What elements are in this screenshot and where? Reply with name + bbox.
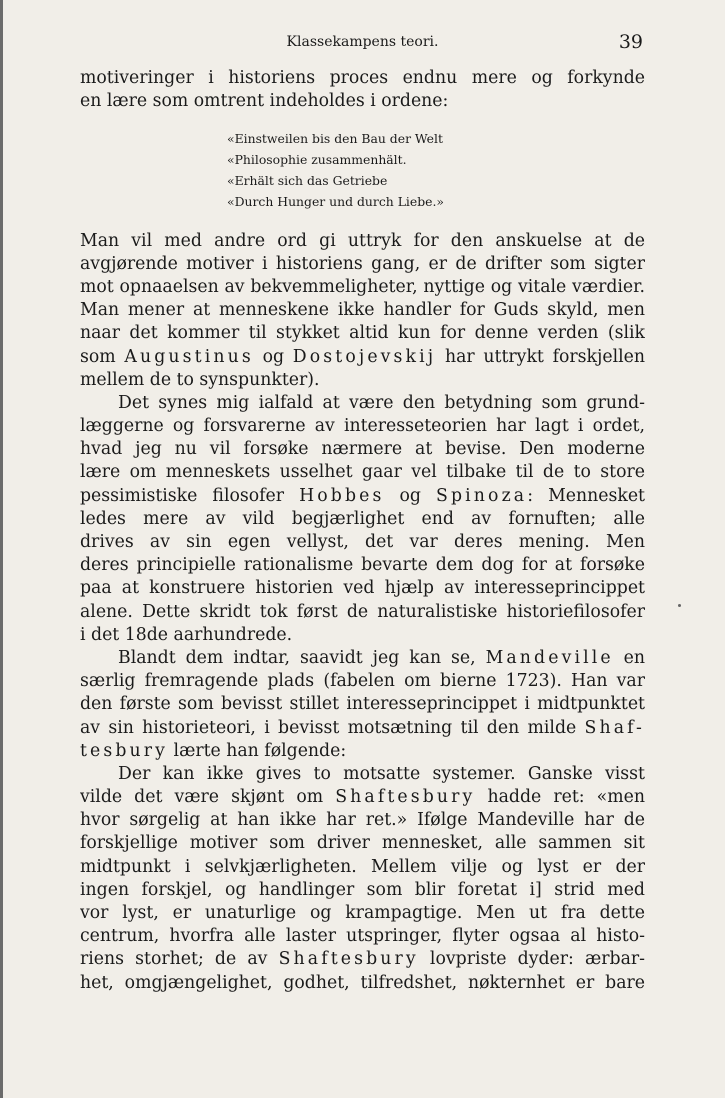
body-text xyxy=(80,67,645,995)
text-line: av sin historieteori, i bevisst motsætning til den milde Shaf- xyxy=(80,717,645,738)
text-line: avgjørende motiver i historiens gang, er de drifter som sigter xyxy=(80,253,645,274)
text-line: vilde det være skjønt om Shaftesbury hadde ret: «men xyxy=(80,787,645,808)
text-line: hvor sørgelig at han ikke har ret.» Ifølge Mandeville har de xyxy=(80,810,645,831)
spaced-name: Mandeville xyxy=(485,647,614,668)
paragraph-3 xyxy=(80,647,645,763)
text-line: drives av sin egen vellyst, det var deres mening. Men xyxy=(80,532,645,552)
text-line: læggerne og forsvarerne av interesseteorien har lagt i ordet, xyxy=(80,416,645,437)
page-number: 39 xyxy=(618,31,643,53)
text-line: den første som bevisst stillet interesseprincippet i midtpunktet xyxy=(80,694,645,715)
text-line: riens storhet; de av Shaftesbury lovpriste dyder: ærbar- xyxy=(80,949,645,970)
text-line: hvad jeg nu vil forsøke nærmere at bevise. Den moderne xyxy=(80,439,645,460)
text-line: pessimistiske filosofer Hobbes og Spinoza: Mennesket xyxy=(80,485,645,506)
text-line: naar det kommer til stykket altid kun for denne verden (slik xyxy=(80,323,645,344)
page-header xyxy=(80,32,645,56)
text-line: deres principielle rationalisme bevarte dem dog for at forsøke xyxy=(80,555,645,576)
text-line: en lære som omtrent indeholdes i ordene: xyxy=(80,91,449,112)
spaced-name: Augustinus xyxy=(124,346,254,367)
quote-line: «Durch Hunger und durch Liebe.» xyxy=(227,193,444,209)
text-line: paa at konstruere historien ved hjælp av interesseprincippet xyxy=(80,578,645,599)
paragraph-1 xyxy=(80,230,645,392)
text-line: het, omgjængelighet, godhet, tilfredshet, nøkternhet er bare xyxy=(80,972,645,993)
spaced-name: Dostojevskij xyxy=(292,346,437,367)
page-edge xyxy=(0,0,3,1098)
quote-line: «Erhält sich das Getriebe xyxy=(227,172,388,188)
margin-mark xyxy=(678,604,681,607)
text-line: alene. Dette skridt tok først de naturalistiske historiefilosofer xyxy=(80,601,645,622)
text-line: motiveringer i historiens proces endnu mere og forkynde xyxy=(80,68,645,88)
verse-quote xyxy=(227,129,645,212)
text-line: forskjellige motiver som driver mennesket, alle sammen sit xyxy=(80,833,645,854)
text-line: Der kan ikke gives to motsatte systemer. Ganske visst xyxy=(118,763,645,784)
quote-line: «Einstweilen bis den Bau der Welt xyxy=(227,131,443,147)
spaced-name: Spinoza xyxy=(436,485,528,506)
text-line: mellem de to synspunkter). xyxy=(80,369,320,390)
text-line: ledes mere av vild begjærlighet end av fornuften; alle xyxy=(80,508,645,529)
text-line: Det synes mig ialfald at være den betydning som grund- xyxy=(118,392,645,413)
text-line: Blandt dem indtar, saavidt jeg kan se, Mandeville en xyxy=(118,647,645,668)
text-line: særlig fremragende plads (fabelen om bierne 1723). Han var xyxy=(80,671,645,692)
spaced-name: Hobbes xyxy=(299,485,385,506)
paragraph-4 xyxy=(80,763,645,995)
text-line: lære om menneskets usselhet gaar vel tilbake til de to store xyxy=(80,462,645,483)
spaced-name: Shaf- xyxy=(584,717,645,738)
text-line: centrum, hvorfra alle laster utspringer, flyter ogsaa al histo- xyxy=(80,926,645,947)
text-line: midtpunkt i selvkjærligheten. Mellem vilje og lyst er der xyxy=(80,856,645,877)
text-line: i det 18de aarhundrede. xyxy=(80,624,293,645)
text-line: som Augustinus og Dostojevskij har uttrykt forskjellen xyxy=(80,346,645,367)
quote-line: «Philosophie zusammenhält. xyxy=(227,152,407,168)
paragraph-2 xyxy=(80,392,645,647)
spaced-name: Shaftesbury xyxy=(335,787,476,808)
running-title: Klassekampens teori. xyxy=(286,34,439,50)
text-line: ingen forskjel, og handlinger som blir foretat i] strid med xyxy=(80,879,645,900)
text-line: Man vil med andre ord gi uttryk for den anskuelse at de xyxy=(80,230,645,251)
text-line: mot opnaaelsen av bekvemmeligheter, nyttige og vitale værdier. xyxy=(80,276,645,297)
text-line: vor lyst, er unaturlige og krampagtige. Men ut fra dette xyxy=(80,903,645,923)
spaced-name: Shaftesbury xyxy=(278,949,419,970)
text-line: Man mener at menneskene ikke handler for Guds skyld, men xyxy=(80,300,645,321)
spaced-name: tesbury xyxy=(80,740,169,761)
text-line: tesbury lærte han følgende: xyxy=(80,740,347,761)
